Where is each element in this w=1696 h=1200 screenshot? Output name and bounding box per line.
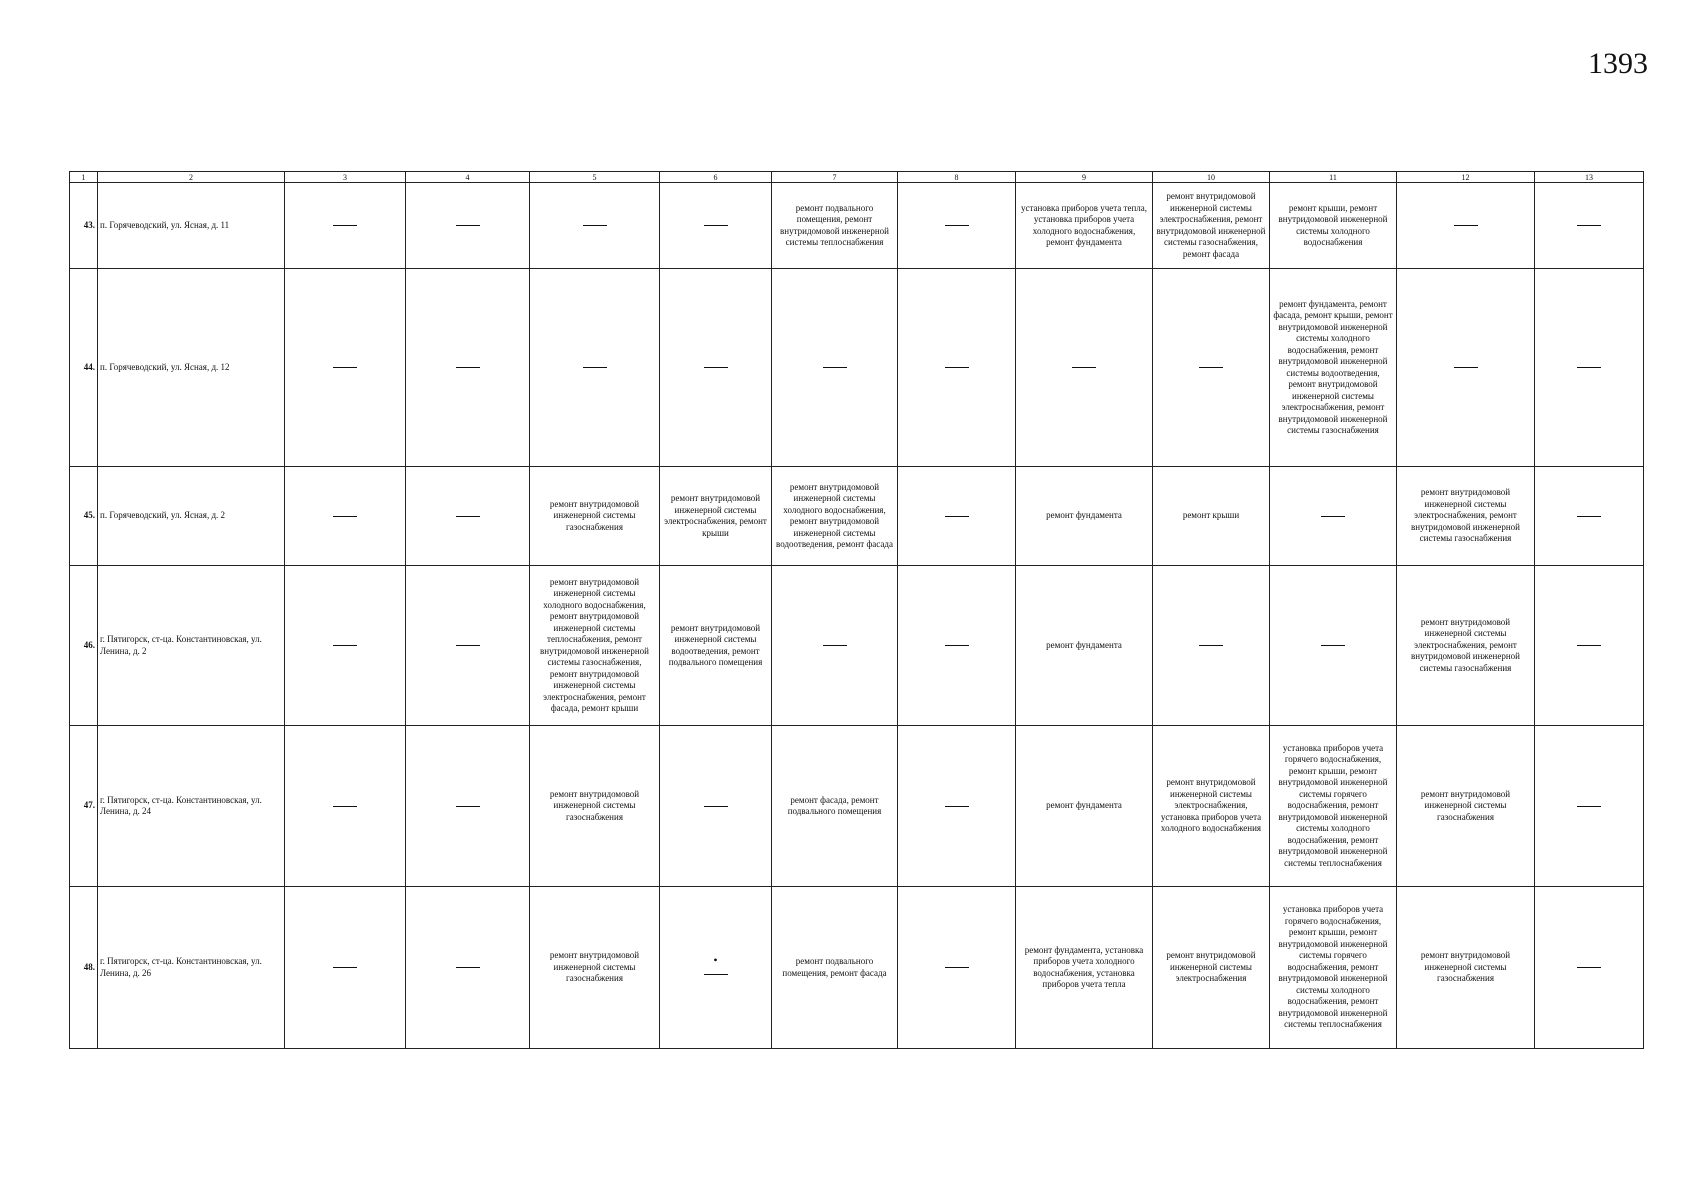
row-number: 44. <box>70 269 98 467</box>
row-number: 45. <box>70 467 98 566</box>
empty-cell-col-13 <box>1535 269 1644 467</box>
work-cell-col-7: ремонт фасада, ремонт подвального помещения <box>772 726 898 887</box>
empty-cell-col-3 <box>285 183 406 269</box>
column-number-3: 3 <box>285 172 406 183</box>
empty-cell-col-10 <box>1153 566 1270 726</box>
empty-dash <box>1321 516 1345 517</box>
work-cell-col-11: ремонт крыши, ремонт внутридомовой инженерной системы холодного водоснабжения <box>1270 183 1397 269</box>
table-row <box>70 566 1644 726</box>
work-cell-col-5: ремонт внутридомовой инженерной системы газоснабжения <box>530 467 660 566</box>
empty-dash <box>1577 225 1601 226</box>
empty-cell-col-13 <box>1535 467 1644 566</box>
empty-cell-col-3 <box>285 726 406 887</box>
work-cell-col-12: ремонт внутридомовой инженерной системы электроснабжения, ремонт внутридомовой инженерной системы газоснабжения <box>1397 467 1535 566</box>
empty-dash <box>1454 367 1478 368</box>
empty-dash <box>1577 806 1601 807</box>
work-cell-col-10: ремонт внутридомовой инженерной системы электроснабжения <box>1153 887 1270 1049</box>
empty-cell-col-4 <box>406 726 530 887</box>
address-cell: п. Горячеводский, ул. Ясная, д. 2 <box>98 467 285 566</box>
empty-cell-col-8 <box>898 467 1016 566</box>
empty-cell-col-4 <box>406 183 530 269</box>
table-row <box>70 726 1644 887</box>
table-row <box>70 467 1644 566</box>
empty-cell-col-8 <box>898 269 1016 467</box>
empty-dash <box>333 806 357 807</box>
empty-dash <box>704 806 728 807</box>
table-body <box>70 172 1644 1049</box>
empty-dash <box>1072 367 1096 368</box>
address-cell: г. Пятигорск, ст-ца. Константиновская, ул. Ленина, д. 24 <box>98 726 285 887</box>
empty-cell-col-8 <box>898 726 1016 887</box>
column-number-5: 5 <box>530 172 660 183</box>
empty-cell-col-3 <box>285 467 406 566</box>
stray-mark: • <box>713 952 718 967</box>
work-cell-col-5: ремонт внутридомовой инженерной системы холодного водоснабжения, ремонт внутридомовой инженерной системы теплоснабжения, ремонт внутридомовой инженерной системы газоснабжения, ремонт внутридомовой инженерной системы электроснабжения, ремонт фасада, ремонт крыши <box>530 566 660 726</box>
column-number-row <box>70 172 1644 183</box>
address-cell: п. Горячеводский, ул. Ясная, д. 11 <box>98 183 285 269</box>
work-cell-col-9: ремонт фундамента, установка приборов учета холодного водоснабжения, установка приборов учета тепла <box>1016 887 1153 1049</box>
empty-cell-col-3 <box>285 887 406 1049</box>
empty-dash <box>945 367 969 368</box>
empty-dash <box>456 225 480 226</box>
empty-cell-col-6 <box>660 726 772 887</box>
empty-cell-col-11 <box>1270 467 1397 566</box>
empty-cell-col-4 <box>406 566 530 726</box>
empty-cell-col-9 <box>1016 269 1153 467</box>
empty-cell-col-11 <box>1270 566 1397 726</box>
work-cell-col-9: установка приборов учета тепла, установка приборов учета холодного водоснабжения, ремонт фундамента <box>1016 183 1153 269</box>
work-cell-col-6: ремонт внутридомовой инженерной системы водоотведения, ремонт подвального помещения <box>660 566 772 726</box>
empty-dash <box>456 516 480 517</box>
work-cell-col-7: ремонт внутридомовой инженерной системы холодного водоснабжения, ремонт внутридомовой инженерной системы водоотведения, ремонт фасада <box>772 467 898 566</box>
column-number-13: 13 <box>1535 172 1644 183</box>
address-cell: г. Пятигорск, ст-ца. Константиновская, ул. Ленина, д. 2 <box>98 566 285 726</box>
empty-dash <box>333 225 357 226</box>
empty-cell-col-10 <box>1153 269 1270 467</box>
column-number-1: 1 <box>70 172 98 183</box>
empty-cell-col-8 <box>898 566 1016 726</box>
work-cell-col-11: установка приборов учета горячего водоснабжения, ремонт крыши, ремонт внутридомовой инженерной системы горячего водоснабжения, ремонт внутридомовой инженерной системы холодного водоснабжения, ремонт внутридомовой инженерной системы теплоснабжения <box>1270 887 1397 1049</box>
empty-dash <box>823 367 847 368</box>
empty-cell-col-13 <box>1535 726 1644 887</box>
work-cell-col-9: ремонт фундамента <box>1016 467 1153 566</box>
empty-dash <box>823 645 847 646</box>
empty-cell-col-12 <box>1397 269 1535 467</box>
empty-dash <box>945 806 969 807</box>
work-cell-col-5: ремонт внутридомовой инженерной системы газоснабжения <box>530 726 660 887</box>
empty-cell-col-8 <box>898 183 1016 269</box>
empty-dash <box>945 516 969 517</box>
column-number-7: 7 <box>772 172 898 183</box>
empty-dash <box>583 225 607 226</box>
column-number-4: 4 <box>406 172 530 183</box>
empty-dash <box>583 367 607 368</box>
address-cell: г. Пятигорск, ст-ца. Константиновская, ул. Ленина, д. 26 <box>98 887 285 1049</box>
row-number: 46. <box>70 566 98 726</box>
empty-dash <box>1454 225 1478 226</box>
empty-dash <box>333 367 357 368</box>
work-cell-col-5: ремонт внутридомовой инженерной системы газоснабжения <box>530 887 660 1049</box>
table-row <box>70 183 1644 269</box>
empty-cell-col-3 <box>285 566 406 726</box>
empty-cell-col-13 <box>1535 566 1644 726</box>
empty-dash <box>1577 967 1601 968</box>
work-cell-col-10: ремонт внутридомовой инженерной системы электроснабжения, ремонт внутридомовой инженерной системы газоснабжения, ремонт фасада <box>1153 183 1270 269</box>
page-number: 1393 <box>1588 47 1648 80</box>
address-cell: п. Горячеводский, ул. Ясная, д. 12 <box>98 269 285 467</box>
empty-dash <box>456 967 480 968</box>
work-cell-col-12: ремонт внутридомовой инженерной системы газоснабжения <box>1397 726 1535 887</box>
empty-dash <box>945 645 969 646</box>
column-number-2: 2 <box>98 172 285 183</box>
empty-dash <box>1577 367 1601 368</box>
empty-dash <box>333 967 357 968</box>
column-number-12: 12 <box>1397 172 1535 183</box>
empty-dash <box>333 516 357 517</box>
empty-cell-col-7 <box>772 269 898 467</box>
empty-dash <box>1321 645 1345 646</box>
column-number-11: 11 <box>1270 172 1397 183</box>
empty-cell-col-8 <box>898 887 1016 1049</box>
column-number-6: 6 <box>660 172 772 183</box>
table-row <box>70 269 1644 467</box>
empty-dash <box>1577 516 1601 517</box>
empty-cell-col-4 <box>406 269 530 467</box>
empty-dash <box>456 806 480 807</box>
empty-dash <box>333 645 357 646</box>
work-cell-col-10: ремонт внутридомовой инженерной системы электроснабжения, установка приборов учета холодного водоснабжения <box>1153 726 1270 887</box>
empty-dash <box>704 367 728 368</box>
empty-cell-col-5 <box>530 269 660 467</box>
empty-cell-col-6 <box>660 183 772 269</box>
empty-cell-col-4 <box>406 467 530 566</box>
work-cell-col-7: ремонт подвального помещения, ремонт фасада <box>772 887 898 1049</box>
work-cell-col-9: ремонт фундамента <box>1016 566 1153 726</box>
column-number-8: 8 <box>898 172 1016 183</box>
empty-cell-col-5 <box>530 183 660 269</box>
empty-cell-col-3 <box>285 269 406 467</box>
work-cell-col-7: ремонт подвального помещения, ремонт внутридомовой инженерной системы теплоснабжения <box>772 183 898 269</box>
empty-cell-col-6 <box>660 887 772 1049</box>
work-cell-col-11: ремонт фундамента, ремонт фасада, ремонт крыши, ремонт внутридомовой инженерной системы холодного водоснабжения, ремонт внутридомовой инженерной системы водоотведения, ремонт внутридомовой инженерной системы электроснабжения, ремонт внутридомовой инженерной системы газоснабжения <box>1270 269 1397 467</box>
empty-dash <box>456 645 480 646</box>
repair-schedule-table <box>69 171 1644 1049</box>
column-number-10: 10 <box>1153 172 1270 183</box>
empty-dash <box>1577 645 1601 646</box>
empty-dash <box>1199 367 1223 368</box>
table-row <box>70 887 1644 1049</box>
empty-dash <box>1199 645 1223 646</box>
work-cell-col-6: ремонт внутридомовой инженерной системы электроснабжения, ремонт крыши <box>660 467 772 566</box>
row-number: 48. <box>70 887 98 1049</box>
work-cell-col-12: ремонт внутридомовой инженерной системы газоснабжения <box>1397 887 1535 1049</box>
empty-cell-col-4 <box>406 887 530 1049</box>
row-number: 43. <box>70 183 98 269</box>
empty-cell-col-13 <box>1535 183 1644 269</box>
column-number-9: 9 <box>1016 172 1153 183</box>
empty-dash <box>704 225 728 226</box>
work-cell-col-11: установка приборов учета горячего водоснабжения, ремонт крыши, ремонт внутридомовой инженерной системы горячего водоснабжения, ремонт внутридомовой инженерной системы холодного водоснабжения, ремонт внутридомовой инженерной системы теплоснабжения <box>1270 726 1397 887</box>
row-number: 47. <box>70 726 98 887</box>
empty-cell-col-12 <box>1397 183 1535 269</box>
work-cell-col-9: ремонт фундамента <box>1016 726 1153 887</box>
empty-dash <box>456 367 480 368</box>
empty-cell-col-6 <box>660 269 772 467</box>
empty-cell-col-13 <box>1535 887 1644 1049</box>
empty-cell-col-7 <box>772 566 898 726</box>
empty-dash <box>704 974 728 975</box>
empty-dash <box>945 967 969 968</box>
empty-dash <box>945 225 969 226</box>
work-cell-col-12: ремонт внутридомовой инженерной системы электроснабжения, ремонт внутридомовой инженерной системы газоснабжения <box>1397 566 1535 726</box>
work-cell-col-10: ремонт крыши <box>1153 467 1270 566</box>
